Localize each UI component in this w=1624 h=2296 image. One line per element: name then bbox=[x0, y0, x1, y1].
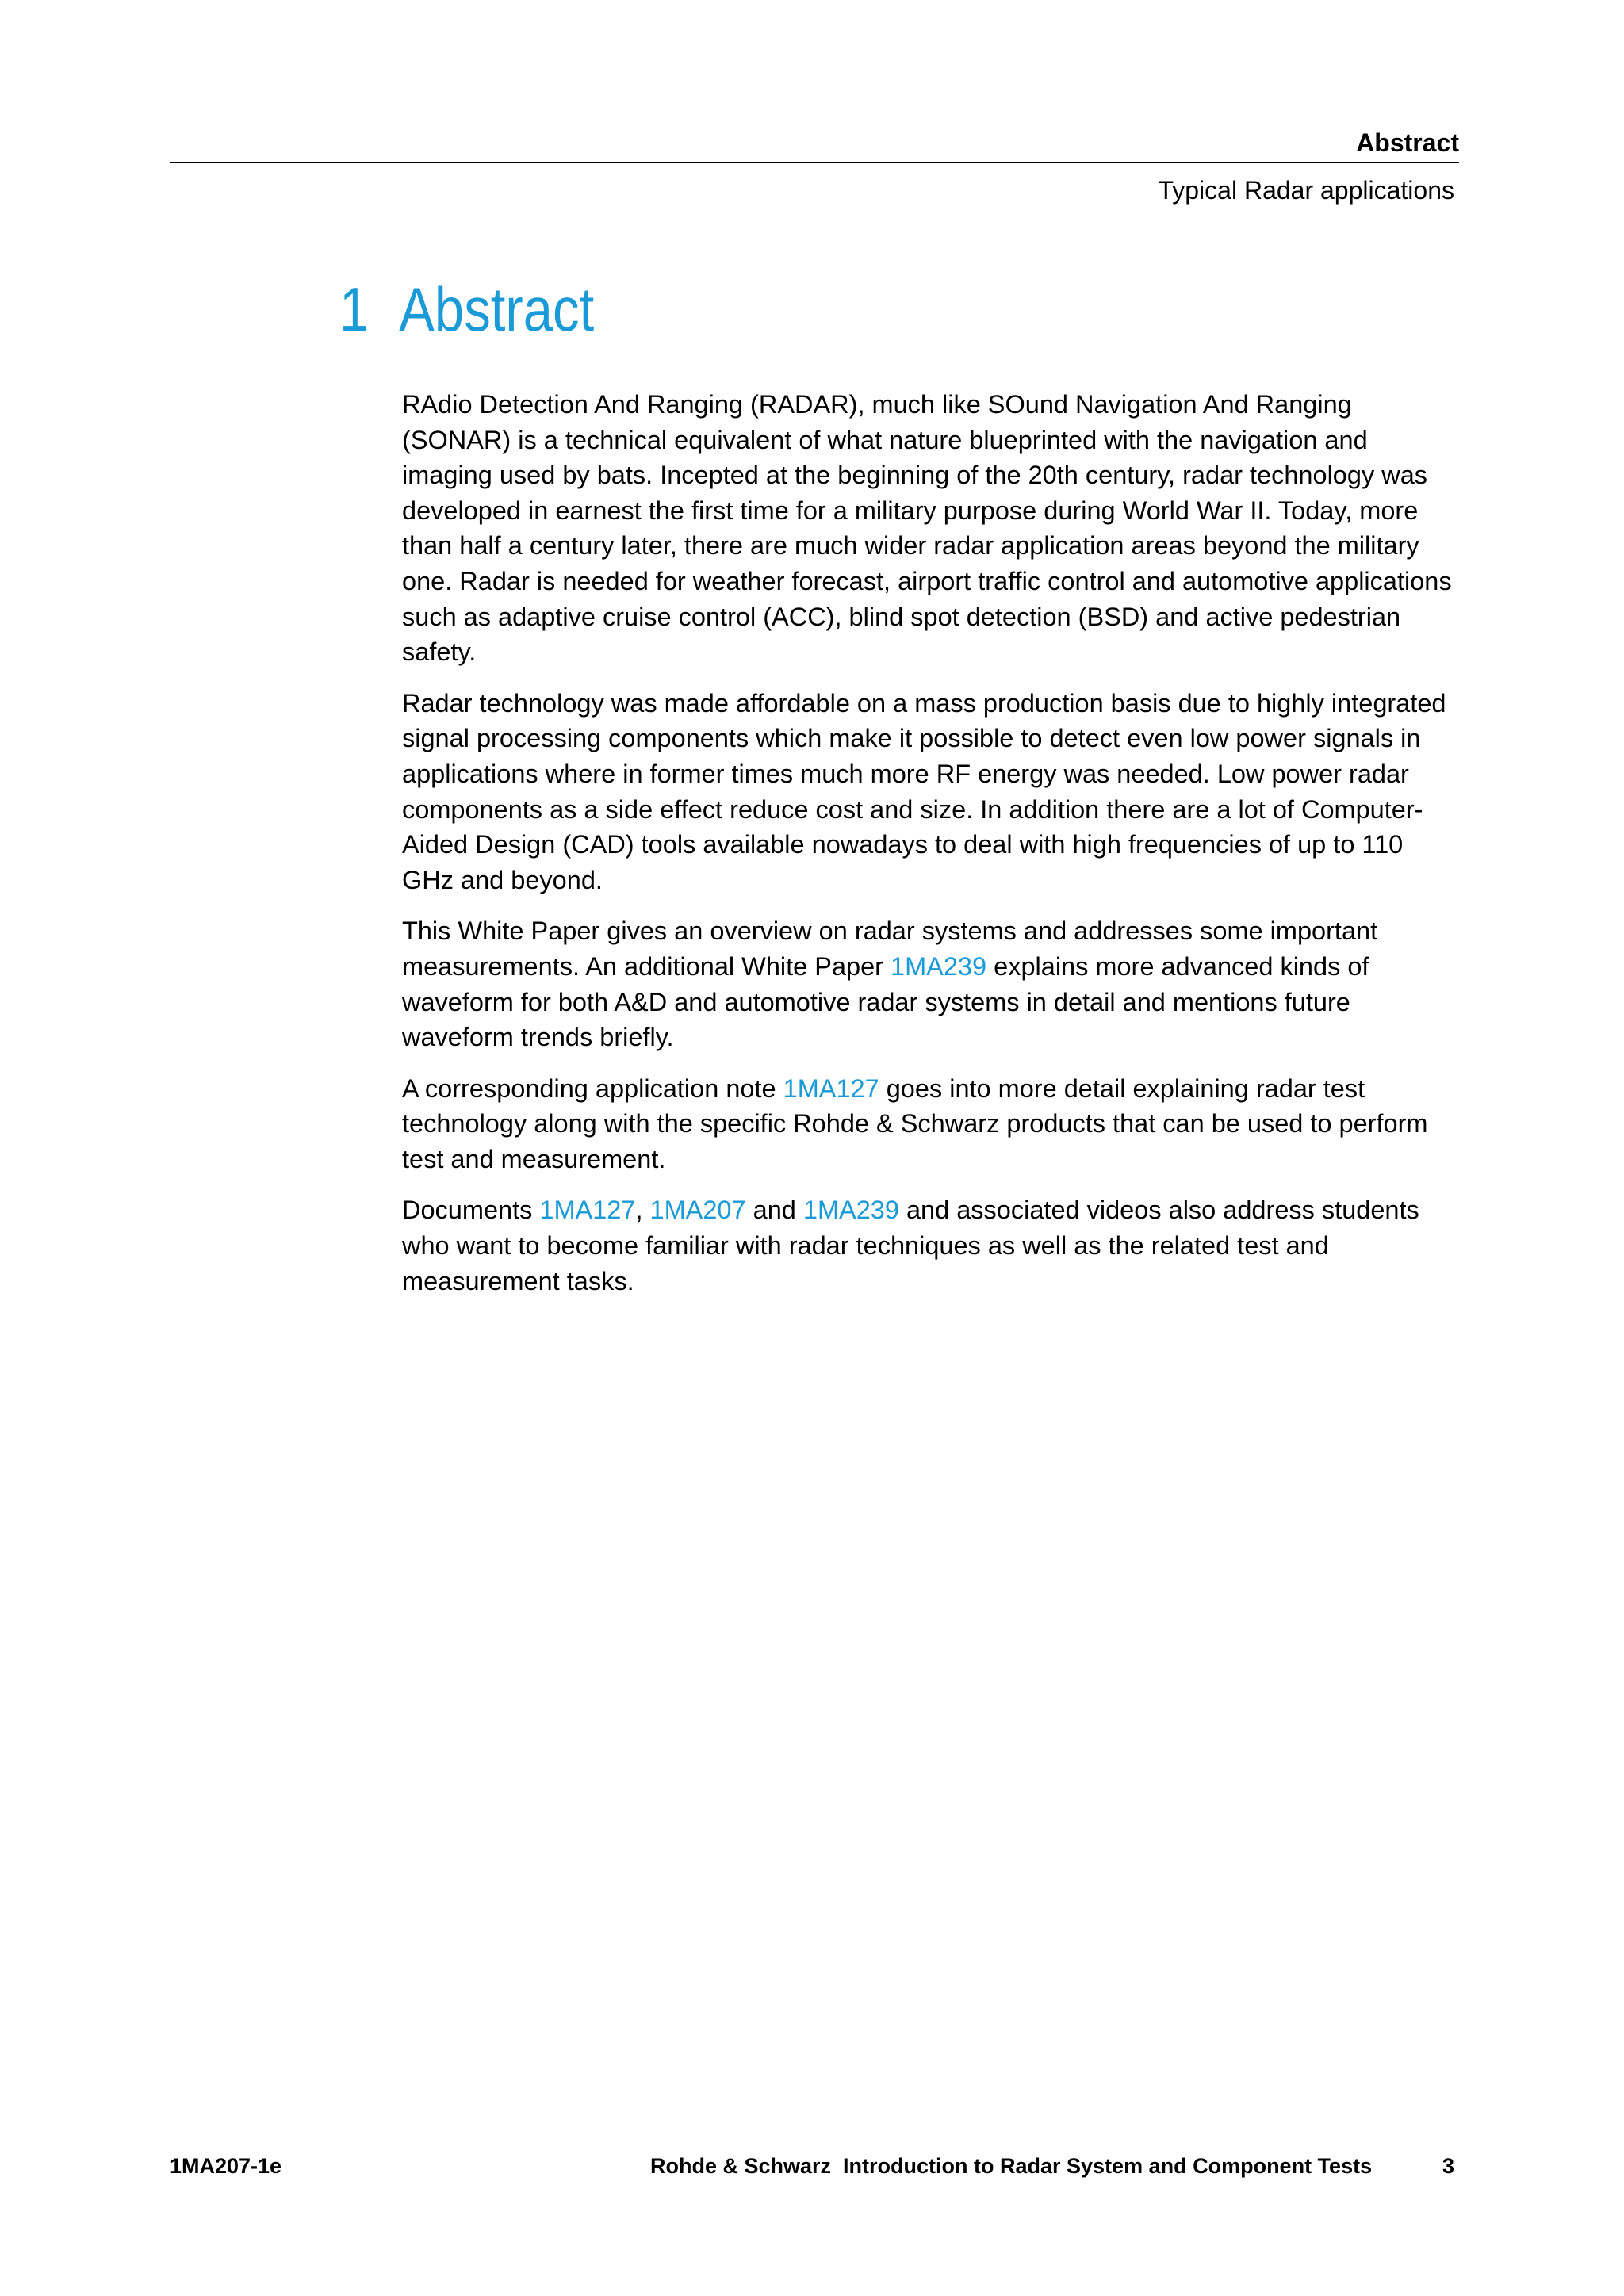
paragraph-3-text-after: explains more advanced kinds of waveform for both A&D and automotive radar systems in detail and mentions future waveform trends briefly. bbox=[402, 951, 1369, 1052]
link-1ma239[interactable]: 1MA239 bbox=[802, 1196, 899, 1225]
footer-document-title: Rohde & Schwarz Introduction to Radar System and Component Tests bbox=[650, 2154, 1373, 2178]
paragraph-2: Radar technology was made affordable on a mass production basis due to highly integrated signal processing components which make it possible to detect even low power signals in applications where in former times much more RF energy was needed. Low power radar components as a side effect reduce cost and size. In addition there are a lot of Computer-Aided Design (CAD) tools available nowadays to deal with high frequencies of up to 110 GHz and beyond. bbox=[402, 688, 1446, 894]
paragraph-1: RAdio Detection And Ranging (RADAR), much like SOund Navigation And Ranging (SONAR) is a technical equivalent of what nature blueprinted with the navigation and imaging used by bats. Incepted at the beginning of the 20th century, radar technology was developed in earnest the first time for a military purpose during World War II. Today, more than half a century later, there are much wider radar application areas beyond the military one. Radar is needed for weather forecast, airport traffic control and automotive applications such as adaptive cruise control (ACC), blind spot detection (BSD) and active pedestrian safety. bbox=[402, 390, 1452, 667]
chapter-title: Abstract bbox=[399, 274, 595, 344]
chapter-number: 1 bbox=[339, 274, 370, 344]
paragraph-5 bbox=[402, 1192, 1457, 1299]
header-subsection-title: Typical Radar applications bbox=[1158, 176, 1454, 205]
link-1ma127[interactable]: 1MA127 bbox=[539, 1196, 636, 1225]
footer-page-number: 3 bbox=[1442, 2154, 1454, 2178]
page-header bbox=[170, 124, 1459, 206]
paragraph-5-separator: , bbox=[635, 1196, 650, 1225]
header-section-title: Abstract bbox=[1356, 128, 1459, 157]
paragraph-5-text-after: and associated videos also address students who want to become familiar with radar techniques as well as the related test and measurement tasks. bbox=[402, 1196, 1419, 1295]
paragraph-3-text-before: This White Paper gives an overview on radar systems and addresses some important measurements. An additional White Paper bbox=[402, 916, 1378, 981]
footer-document-id: 1MA207-1e bbox=[170, 2154, 282, 2178]
body-text bbox=[402, 387, 1457, 1314]
paragraph-5-separator: and bbox=[745, 1196, 803, 1225]
paragraph-3 bbox=[402, 913, 1457, 1054]
paragraph-4 bbox=[402, 1071, 1457, 1177]
paragraph-4-text-before: A corresponding application note bbox=[402, 1073, 783, 1103]
chapter-heading bbox=[339, 270, 594, 349]
link-1ma207[interactable]: 1MA207 bbox=[649, 1196, 746, 1225]
link-1ma127[interactable]: 1MA127 bbox=[783, 1073, 879, 1103]
paragraph-4-text-after: goes into more detail explaining radar test technology along with the specific Rohde & Schwarz products that can be used to perform test and measurement. bbox=[402, 1073, 1428, 1173]
link-1ma239[interactable]: 1MA239 bbox=[891, 951, 987, 981]
paragraph-5-text-before: Documents bbox=[402, 1196, 540, 1225]
header-rule bbox=[170, 162, 1459, 163]
